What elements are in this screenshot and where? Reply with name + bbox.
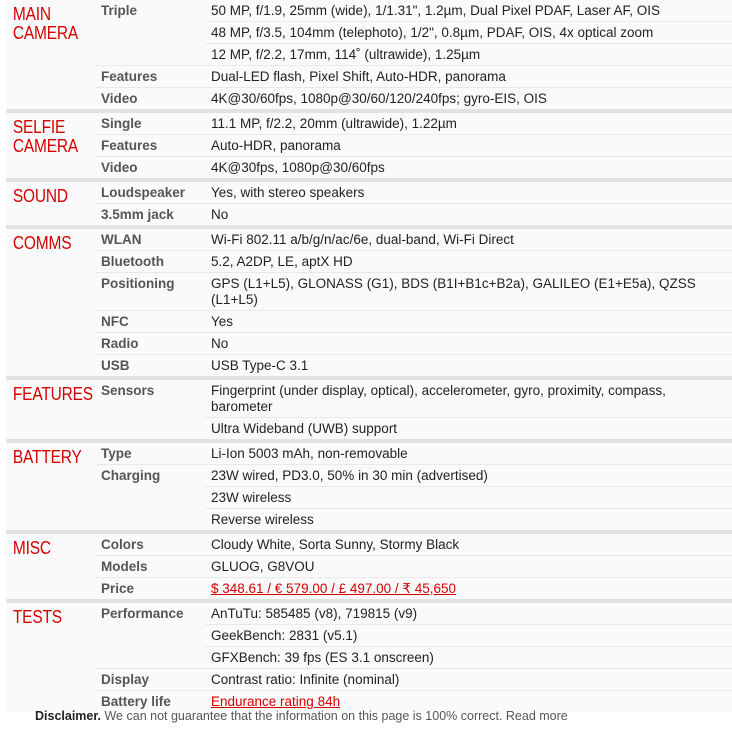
spec-label-battery-life: Battery life — [95, 691, 205, 713]
spec-label-bluetooth: Bluetooth — [95, 251, 205, 273]
spec-label-radio: Radio — [95, 333, 205, 355]
spec-label-video: Video — [95, 88, 205, 112]
spec-label-performance: Performance — [101, 606, 184, 621]
spec-value-charging-reverse: Reverse wireless — [205, 509, 732, 533]
section-title-comms: COMMS — [12, 233, 72, 253]
spec-value-single: 11.1 MP, f/2.2, 20mm (ultrawide), 1.22µm — [211, 116, 457, 131]
disclaimer-label: Disclaimer. — [35, 709, 102, 723]
spec-value-usb: USB Type-C 3.1 — [205, 355, 732, 379]
spec-label-sensors: Sensors — [101, 383, 155, 398]
section-features — [6, 378, 732, 441]
section-title-features: FEATURES — [12, 384, 93, 404]
section-title-sound: SOUND — [12, 186, 68, 206]
spec-value-geekbench: GeekBench: 2831 (v5.1) — [205, 625, 732, 647]
spec-label-price: Price — [95, 578, 205, 602]
spec-value-selfie-video: 4K@30fps, 1080p@30/60fps — [205, 157, 732, 181]
spec-label-display: Display — [95, 669, 205, 691]
spec-label-charging: Charging — [95, 465, 205, 533]
spec-label-jack: 3.5mm jack — [95, 204, 205, 228]
spec-label-wlan: WLAN — [101, 232, 142, 247]
spec-value-triple-ultrawide: 12 MP, f/2.2, 17mm, 114˚ (ultrawide), 1.25µm — [205, 44, 732, 66]
spec-value-selfie-features: Auto-HDR, panorama — [205, 135, 732, 157]
spec-value-triple-telephoto: 48 MP, f/3.5, 104mm (telephoto), 1/2", 0.8µm, PDAF, OIS, 4x optical zoom — [205, 22, 732, 44]
section-main-camera — [6, 0, 732, 111]
spec-label-triple: Triple — [101, 3, 138, 18]
section-misc — [6, 532, 732, 601]
spec-label-usb: USB — [95, 355, 205, 379]
spec-value-nfc: Yes — [205, 311, 732, 333]
spec-label-selfie-features: Features — [95, 135, 205, 157]
spec-value-bluetooth: 5.2, A2DP, LE, aptX HD — [205, 251, 732, 273]
section-sound — [6, 180, 732, 227]
spec-value-price — [205, 578, 732, 602]
spec-value-uwb: Ultra Wideband (UWB) support — [205, 418, 732, 442]
section-title-main-camera: MAIN CAMERA — [12, 4, 79, 43]
spec-label-features: Features — [95, 66, 205, 88]
spec-value-sensors: Fingerprint (under display, optical), accelerometer, gyro, proximity, compass, barometer — [211, 383, 666, 414]
spec-label-models: Models — [95, 556, 205, 578]
spec-value-charging-wired: 23W wired, PD3.0, 50% in 30 min (advertised) — [205, 465, 732, 487]
spec-value-gfxbench: GFXBench: 39 fps (ES 3.1 onscreen) — [205, 647, 732, 669]
spec-label-loudspeaker: Loudspeaker — [101, 185, 186, 200]
specs-table — [6, 0, 732, 712]
spec-label-selfie-video: Video — [95, 157, 205, 181]
spec-value-positioning: GPS (L1+L5), GLONASS (G1), BDS (B1I+B1c+B2a), GALILEO (E1+E5a), QZSS (L1+L5) — [205, 273, 732, 311]
disclaimer — [35, 709, 568, 723]
spec-value-video: 4K@30/60fps, 1080p@30/60/120/240fps; gyro-EIS, OIS — [205, 88, 732, 112]
spec-value-radio: No — [205, 333, 732, 355]
spec-value-display: Contrast ratio: Infinite (nominal) — [205, 669, 732, 691]
spec-value-wlan: Wi-Fi 802.11 a/b/g/n/ac/6e, dual-band, Wi-Fi Direct — [211, 232, 514, 247]
spec-label-type: Type — [101, 446, 132, 461]
spec-value-type: Li-Ion 5003 mAh, non-removable — [211, 446, 408, 461]
section-title-battery: BATTERY — [12, 447, 82, 467]
spec-value-models: GLUOG, G8VOU — [205, 556, 732, 578]
spec-label-single: Single — [101, 116, 142, 131]
spec-label-colors: Colors — [101, 537, 144, 552]
disclaimer-text: We can not guarantee that the information on this page is 100% correct. — [101, 709, 506, 723]
spec-value-features: Dual-LED flash, Pixel Shift, Auto-HDR, panorama — [205, 66, 732, 88]
section-selfie-camera — [6, 111, 732, 180]
endurance-rating-link[interactable]: Endurance rating 84h — [211, 694, 341, 709]
read-more-link[interactable]: Read more — [505, 709, 568, 723]
spec-label-positioning: Positioning — [95, 273, 205, 311]
section-title-misc: MISC — [12, 538, 51, 558]
price-link[interactable]: $ 348.61 / € 579.00 / £ 497.00 / ₹ 45,650 — [211, 581, 457, 596]
spec-value-triple-wide: 50 MP, f/1.9, 25mm (wide), 1/1.31", 1.2µm, Dual Pixel PDAF, Laser AF, OIS — [211, 3, 661, 18]
spec-value-charging-wireless: 23W wireless — [205, 487, 732, 509]
section-tests — [6, 601, 732, 712]
spec-value-loudspeaker: Yes, with stereo speakers — [211, 185, 365, 200]
spec-value-colors: Cloudy White, Sorta Sunny, Stormy Black — [211, 537, 460, 552]
section-title-tests: TESTS — [12, 607, 62, 627]
section-title-selfie-camera: SELFIE CAMERA — [12, 117, 79, 156]
spec-value-antutu: AnTuTu: 585485 (v8), 719815 (v9) — [211, 606, 418, 621]
spec-value-jack: No — [205, 204, 732, 228]
spec-label-nfc: NFC — [95, 311, 205, 333]
section-battery — [6, 441, 732, 532]
section-comms — [6, 227, 732, 378]
